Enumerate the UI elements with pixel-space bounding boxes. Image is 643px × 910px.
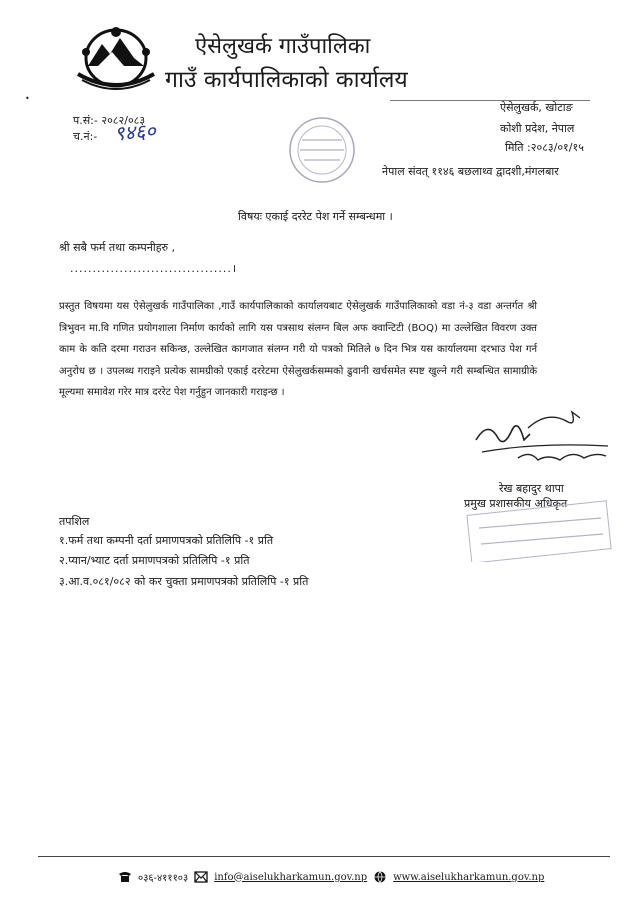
- address-line-2: कोशी प्रदेश, नेपाल: [500, 122, 575, 135]
- office-subtitle: गाउँ कार्यपालिकाको कार्यालय: [165, 67, 408, 93]
- signatory-title: प्रमुख प्रशासकीय अधिकृत: [464, 497, 568, 510]
- globe-icon: [373, 871, 387, 883]
- letter-recipient: श्री सबै फर्म तथा कम्पनीहरु ,: [59, 241, 176, 254]
- reference-number: प.सं:- २०८२/०८३: [73, 114, 146, 127]
- enclosure-item: ३.आ.व.०८१/०८२ को कर चुक्ता प्रमाणपत्रको प्रतिलिपि -१ प्रति: [59, 575, 309, 588]
- footer-divider: [38, 856, 610, 857]
- signature: [468, 400, 618, 475]
- letter-body: प्रस्तुत विषयमा यस ऐसेलुखर्क गाउँपालिका ,गाउँ कार्यपालिकाको कार्यालयबाट ऐसेलुखर्क गाउँपालिकाको वडा नं-३ वडा अन्तर्गत श्री त्रिभुवन मा.वि गणित प्रयोगशाला निर्माण कार्यको लागि यस पत्रसाथ संलग्न बिल अफ क्वान्टिटी (BOQ) मा उल्लेखित विवरण उक्त काम के कति दरमा गराउन सकिन्छ, उल्लेखित कागजात संलग्न गरी यो पत्रको मितिले ७ दिन भित्र यस कार्यालयमा दरभाउ पेश गर्न अनुरोध छ । उपलब्ध गराइने प्रत्येक सामग्रीको एकाई दररेटमा ऐसेलुखर्कसम्मको ढुवानी खर्चसमेत स्पष्ट खुल्ने गरी सम्बन्धित सामाग्रीके मूल्यमा समावेश गरेर मात्र दररेट पेश गर्नुहुन जानकारी गराइन्छ ।: [59, 301, 537, 398]
- enclosure-title: तपशिल: [59, 515, 90, 528]
- address-line-1: ऐसेलुखर्क, खोटाङ: [500, 101, 573, 114]
- nepal-sambat-date: नेपाल संवत् ११४६ बछलाथ्व द्वादशी,मंगलबार: [382, 165, 559, 178]
- dispatch-number-label: च.नं:-: [73, 130, 98, 143]
- envelope-icon: [194, 871, 208, 883]
- footer-contact: [118, 870, 544, 884]
- signatory-name: रेख बहादुर थापा: [499, 482, 564, 495]
- letter-subject: विषयः एकाई दररेट पेश गर्ने सम्बन्धमा ।: [238, 210, 393, 223]
- dispatch-number-handwritten: ९४६०: [113, 118, 157, 146]
- enclosure-item: १.फर्म तथा कम्पनी दर्ता प्रमाणपत्रको प्रतिलिपि -१ प्रति: [59, 534, 274, 547]
- nepal-emblem-icon: [68, 22, 164, 92]
- enclosure-item: २.प्यान/भ्याट दर्ता प्रमाणपत्रको प्रतिलिपि -१ प्रति: [59, 554, 250, 567]
- letter-date: मिति :२०८३/०१/१५: [505, 141, 584, 154]
- office-stamp: [272, 110, 362, 190]
- corner-mark: •: [25, 94, 30, 103]
- recipient-dots: ....................................।: [70, 262, 238, 275]
- footer-phone: ०३६-४१११०३: [138, 873, 189, 884]
- office-name: ऐसेलुखर्क गाउँपालिका: [195, 34, 371, 59]
- name-stamp: [465, 500, 615, 562]
- footer-website[interactable]: www.aiselukharkamun.gov.np: [393, 871, 545, 883]
- footer-email[interactable]: info@aiselukharkamun.gov.np: [214, 871, 368, 883]
- phone-icon: [118, 871, 132, 883]
